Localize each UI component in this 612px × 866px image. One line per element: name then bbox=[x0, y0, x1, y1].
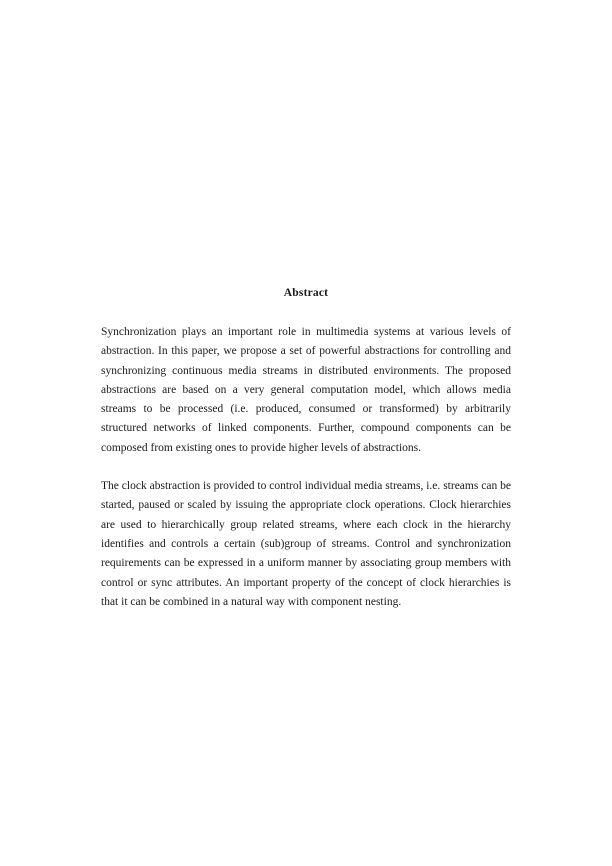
abstract-section bbox=[101, 283, 511, 631]
abstract-paragraph-2: The clock abstraction is provided to control individual media streams, i.e. streams can be started, paused or scaled by issuing the appropriate clock operations. Clock hierarchies are used to hierarchically group related streams, where each clock in the hierarchy identifies and controls a certain (sub)group of streams. Control and synchronization requirements can be expressed in a uniform manner by associating group members with control or sync attributes. An important property of the concept of clock hierarchies is that it can be combined in a natural way with component nesting. bbox=[101, 480, 511, 608]
abstract-paragraph-1: Synchronization plays an important role in multimedia systems at various levels of abstraction. In this paper, we propose a set of powerful abstractions for controlling and synchronizing continuous media streams in distributed environments. The proposed abstractions are based on a very general computation model, which allows media streams to be processed (i.e. produced, consumed or transformed) by arbitrarily structured networks of linked components. Further, compound components can be composed from existing ones to provide higher levels of abstractions. bbox=[101, 326, 511, 454]
abstract-heading: Abstract bbox=[283, 287, 329, 299]
